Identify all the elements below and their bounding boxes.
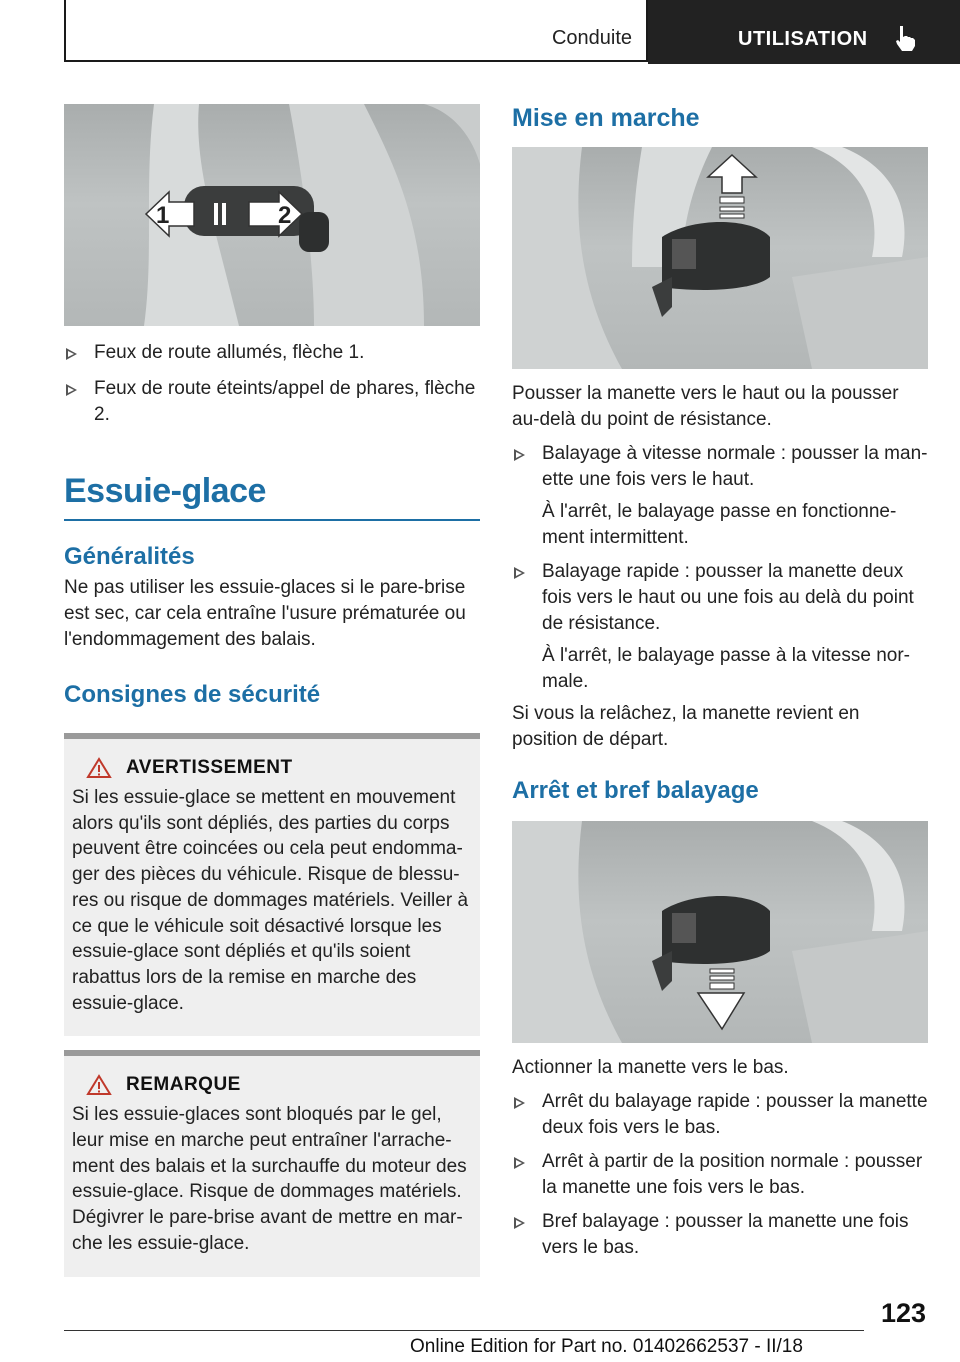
title-rule: [64, 519, 480, 521]
list-item: Feux de route allumés, flèche 1.: [64, 340, 480, 366]
list-item: Balayage rapide : pousser la manette deux fois vers le haut ou une fois au delà du point de résistance.: [512, 559, 928, 637]
list-item: Feux de route éteints/appel de phares, flèche 2.: [64, 376, 480, 428]
warning-title-row: [86, 757, 472, 779]
bullet-triangle-icon: [514, 1097, 525, 1109]
heading-safety: Consignes de sécurité: [64, 681, 321, 708]
left-column: [64, 104, 480, 1277]
start-item-note: À l'arrêt, le balayage passe en fonctionnement intermittent.: [542, 501, 897, 548]
pointing-hand-icon: [894, 24, 920, 52]
notice-title-row: [86, 1074, 472, 1096]
high-beam-list: [64, 340, 480, 428]
high-beam-lever-figure: [64, 104, 480, 326]
warning-box: [64, 733, 480, 1036]
start-outro: Si vous la relâchez, la manette revient en position de départ.: [512, 703, 860, 750]
stop-list: [512, 1089, 928, 1261]
warning-triangle-icon: [86, 757, 112, 779]
start-intro: Pousser la manette vers le haut ou la pousser au-delà du point de résistance.: [512, 383, 899, 430]
page-number: 123: [880, 1298, 926, 1328]
stop-intro: Actionner la manette vers le bas.: [512, 1057, 789, 1078]
bullet-triangle-icon: [514, 567, 525, 579]
arrow-label-2: 2: [278, 202, 292, 229]
start-list: [512, 441, 928, 493]
general-text: Ne pas utiliser les essuie-glaces si le pare-brise est sec, car cela entraîne l'usure prématurée ou l'endommagement des balais.: [64, 577, 466, 650]
bullet-triangle-icon: [514, 1217, 525, 1229]
notice-title: REMARQUE: [126, 1074, 241, 1096]
header-chapter-title: UTILISATION: [738, 28, 868, 50]
arrow-label-1: 1: [156, 202, 170, 229]
header-section-box: [64, 0, 648, 62]
list-item: Arrêt du balayage rapide : pousser la manette deux fois vers le bas.: [512, 1089, 928, 1141]
start-item-note: À l'arrêt, le balayage passe à la vitesse normale.: [542, 645, 910, 692]
heading-stop: Arrêt et bref balayage: [512, 777, 759, 804]
notice-box: [64, 1050, 480, 1276]
bullet-triangle-icon: [66, 384, 77, 396]
wiper-down-figure: [512, 821, 928, 1043]
list-item: Arrêt à partir de la position normale : pousser la manette une fois vers le bas.: [512, 1149, 928, 1201]
start-list-2: [512, 559, 928, 637]
warning-triangle-icon: [86, 1074, 112, 1096]
list-item: Balayage à vitesse normale : pousser la manette une fois vers le haut.: [512, 441, 928, 493]
footer-rule: [64, 1330, 864, 1331]
right-column: [512, 104, 928, 1261]
bullet-triangle-icon: [514, 1157, 525, 1169]
page-header: [64, 0, 960, 64]
bullet-triangle-icon: [66, 348, 77, 360]
wiper-up-figure: [512, 147, 928, 369]
heading-general: Généralités: [64, 543, 195, 570]
footer-edition: Online Edition for Part no. 01402662537 - II/18: [410, 1336, 803, 1357]
heading-start: Mise en marche: [512, 104, 700, 132]
warning-title: AVERTISSEMENT: [126, 757, 293, 778]
header-section-title: Conduite: [551, 27, 632, 49]
notice-text: Si les essuie-glaces sont bloqués par le gel, leur mise en marche peut entraîner l'arrachement des balais et la surchauffe du moteur des essuie-glace. Risque de dommages matériels. Dégivrer le pare-brise avant de mettre en marche les essuie-glace.: [72, 1104, 467, 1254]
warning-text: Si les essuie-glace se mettent en mouvement alors qu'ils sont dépliés, des parties du corps peuvent être coincées ou cela peut endommager des pièces du véhicule. Risque de blessures ou risque de dommages matériels. Veiller à ce que le véhicule soit désactivé lorsque les essuie-glace sont dépliés et qu'ils soient rabattus lors de la remise en marche des essuie-glace.: [72, 787, 469, 1014]
header-chapter-box: [648, 0, 960, 64]
list-item: Bref balayage : pousser la manette une fois vers le bas.: [512, 1209, 928, 1261]
section-title: Essuie-glace: [64, 472, 266, 510]
bullet-triangle-icon: [514, 449, 525, 461]
